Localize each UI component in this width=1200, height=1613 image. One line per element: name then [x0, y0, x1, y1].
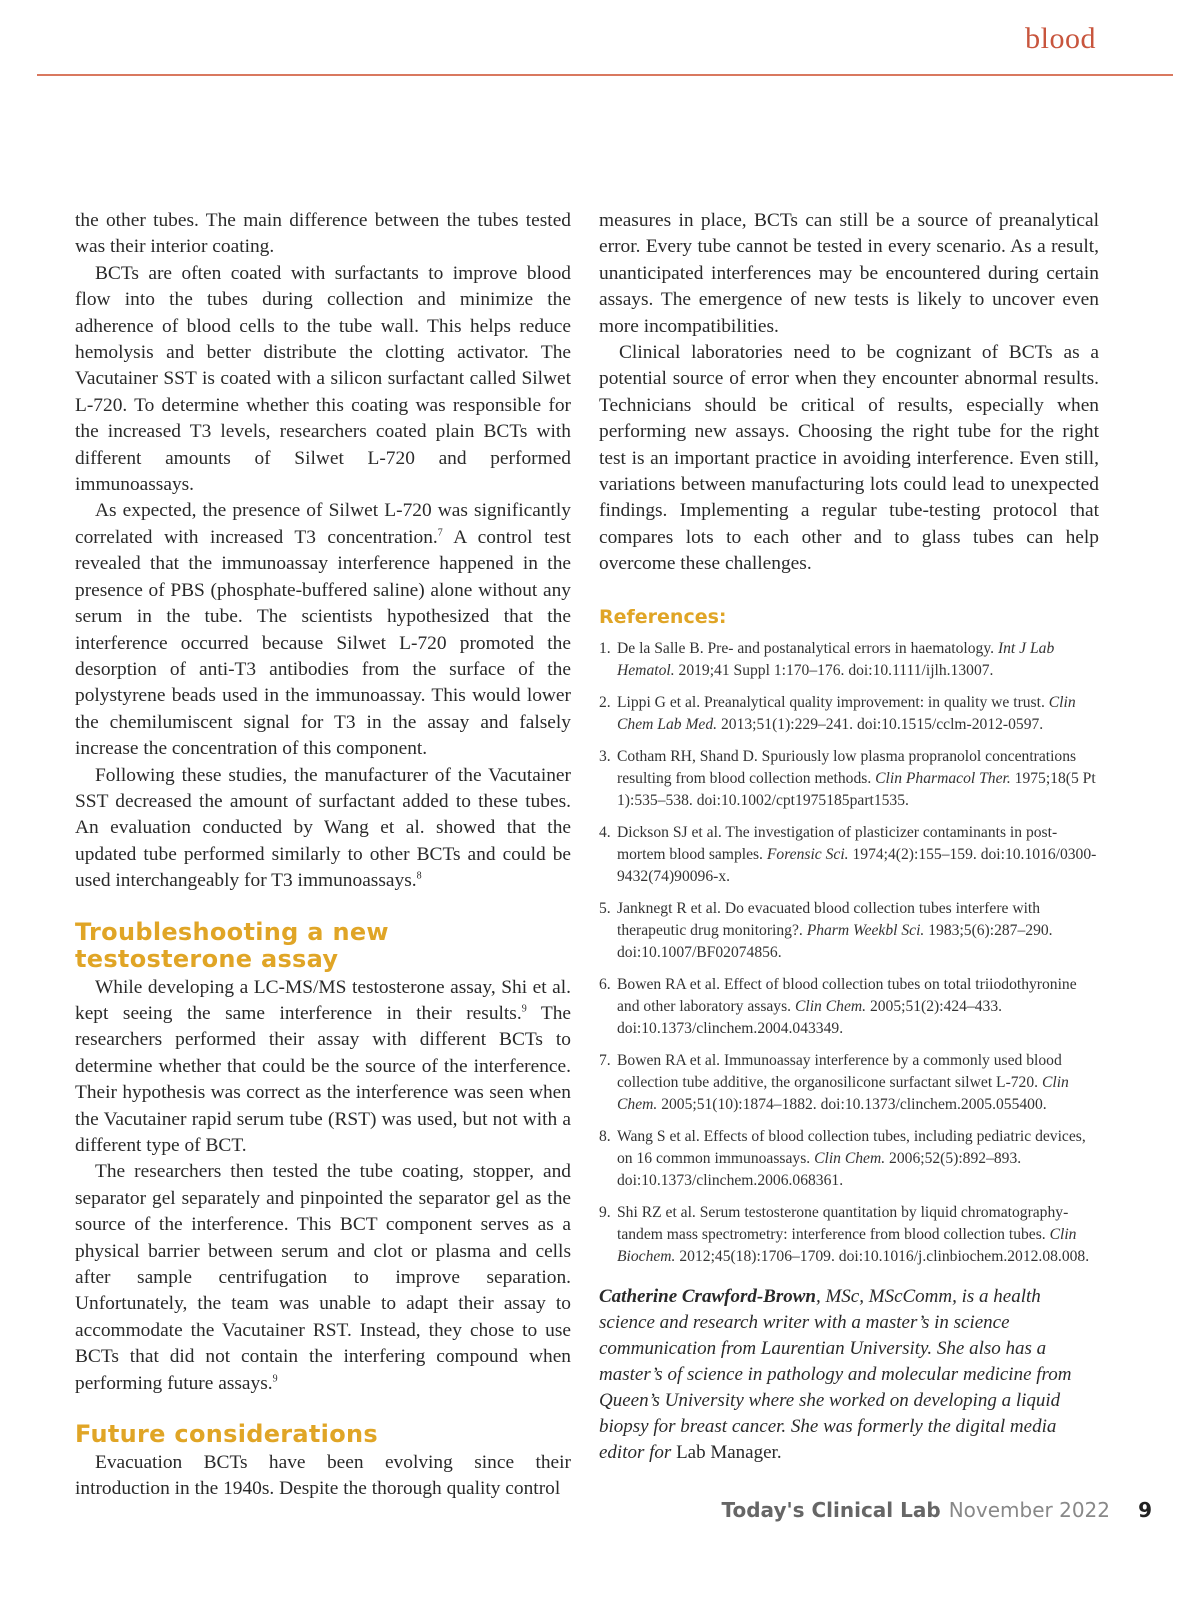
reference-item: 7. Bowen RA et al. Immunoassay interference by a commonly used blood collection tube additive, the organosilicone surfactant silwet L-720. Clin Chem. 2005;51(10):1874–1882. doi:10.1373/clinchem.2005.055400. [599, 1051, 1069, 1113]
paragraph: the other tubes. The main difference between the tubes tested was their interior coating. [75, 210, 571, 258]
citation: 9 [521, 1003, 527, 1015]
reference-item: 8. Wang S et al. Effects of blood collection tubes, including pediatric devices, on 16 common immunoassays. Clin Chem. 2006;52(5):892–893. doi:10.1373/clinchem.2006.068361. [599, 1127, 1086, 1189]
reference-item: 9. Shi RZ et al. Serum testosterone quantitation by liquid chromatography-tandem mass spectrometry: interference from blood collection tubes. Clin Biochem. 2012;45(18):1706–1709. doi:10.1016/j.clinbiochem.2012.08.008. [599, 1203, 1090, 1265]
issue-date: November 2022 [948, 1498, 1110, 1522]
citation: 7 [437, 527, 443, 539]
magazine-name: Today's Clinical Lab [721, 1498, 941, 1522]
section-heading: Future considerations [75, 1420, 378, 1449]
section-heading: Troubleshooting a new testosterone assay [75, 917, 389, 973]
page-number: 9 [1138, 1498, 1152, 1522]
right-column [599, 208, 1099, 1466]
reference-item: 6. Bowen RA et al. Effect of blood collection tubes on total triiodothyronine and other laboratory assays. Clin Chem. 2005;51(2):424–433. doi:10.1373/clinchem.2004.043349. [599, 975, 1077, 1037]
reference-item: 5. Janknegt R et al. Do evacuated blood collection tubes interfere with therapeutic drug monitoring?. Pharm Weekbl Sci. 1983;5(6):287–290. doi:10.1007/BF02074856. [599, 899, 1053, 961]
paragraph: Clinical laboratories need to be cognizant of BCTs as a potential source of error when they encounter abnormal results. Technicians should be critical of results, especially when performing new assays. Choosing the right tube for the right test is an important practice in avoiding interference. Even still, variations between manufacturing lots could lead to unexpected findings. Implementing a regular tube-testing protocol that compares lots to each other and to glass tubes can help overcome these challenges. [599, 342, 1099, 575]
reference-item: 1. De la Salle B. Pre- and postanalytical errors in haematology. Int J Lab Hematol. 2019;41 Suppl 1:170–176. doi:10.1111/ijlh.13007. [599, 639, 1055, 679]
header-rule [37, 74, 1173, 76]
reference-item: 4. Dickson SJ et al. The investigation of plasticizer contaminants in post-mortem blood samples. Forensic Sci. 1974;4(2):155–159. doi:10.1016/0300-9432(74)90096-x. [599, 823, 1097, 885]
paragraph: While developing a LC-MS/MS testosterone assay, Shi et al. kept seeing the same interference in their results.$^9$ The researchers performed their assay with different BCTs to determine whether that could be the source of the interference. Their hypothesis was correct as the interference was seen when the Vacutainer rapid serum tube (RST) was used, but not with a different type of BCT. [75, 976, 571, 1156]
reference-item: 3. Cotham RH, Shand D. Spuriously low plasma propranolol concentrations resulting from blood collection methods. Clin Pharmacol Ther. 1975;18(5 Pt 1):535–538. doi:10.1002/cpt1975185part1535. [599, 747, 1096, 809]
paragraph: As expected, the presence of Silwet L-720 was significantly correlated with increased T3 concentration.$^7$ A control test revealed that the immunoassay interference happened in the presence of PBS (phosphate-buffered saline) alone without any serum in the tube. The scientists hypothesized that the interference occurred because Silwet L-720 promoted the desorption of anti-T3 antibodies from the surface of the polystyrene beads used in the immunoassay. This would lower the chemilumiscent signal for T3 in the assay and falsely increase the concentration of this component. [75, 500, 571, 760]
paragraph: Following these studies, the manufacturer of the Vacutainer SST decreased the amount of surfactant added to these tubes. An evaluation conducted by Wang et al. showed that the updated tube performed similarly to other BCTs and could be used interchangeably for T3 immunoassays.$^8$ [75, 764, 571, 892]
reference-item: 2. Lippi G et al. Preanalytical quality improvement: in quality we trust. Clin Chem Lab Med. 2013;51(1):229–241. doi:10.1515/cclm-2012-0597. [599, 693, 1076, 733]
paragraph: The researchers then tested the tube coating, stopper, and separator gel separately and pinpointed the separator gel as the source of the interference. This BCT component serves as a physical barrier between serum and clot or plasma and cells after sample centrifugation to improve separation. Unfortunately, the team was unable to adapt their assay to accommodate the Vacutainer RST. Instead, they chose to use BCTs that did not contain the interfering compound when performing future assays.$^9$ [75, 1161, 571, 1394]
author-name: Catherine Crawford-Brown [599, 1285, 816, 1307]
citation: 8 [416, 870, 422, 882]
paragraph: BCTs are often coated with surfactants to improve blood flow into the tubes during collection and minimize the adherence of blood cells to the tube wall. This helps reduce hemolysis and better distribute the clotting activator. The Vacutainer SST is coated with a silicon surfactant called Silwet L-720. To determine whether this coating was responsible for the increased T3 levels, researchers coated plain BCTs with different amounts of Silwet L-720 and performed immunoassays. [75, 262, 571, 496]
section-tag: blood [1025, 22, 1096, 55]
references-list [599, 638, 1099, 1268]
citation: 9 [272, 1373, 278, 1385]
paragraph: measures in place, BCTs can still be a source of preanalytical error. Every tube cannot be tested in every scenario. As a result, unanticipated interferences may be encountered during certain assays. The emergence of new tests is likely to uncover even more incompatibilities. [599, 210, 1099, 337]
author-bio: Catherine Crawford-Brown, MSc, MScComm, is a health science and research writer with a master’s in science communication from Laurentian University. She also has a master’s of science in pathology and molecular medicine from Queen’s University where she worked on developing a liquid biopsy for breast cancer. She was formerly the digital media editor for Lab Manager. [599, 1285, 1072, 1463]
left-column [75, 208, 571, 1503]
page-footer [721, 1498, 1152, 1522]
references-heading: References: [599, 605, 727, 628]
paragraph: Evacuation BCTs have been evolving since their introduction in the 1940s. Despite the thorough quality control [75, 1452, 571, 1500]
